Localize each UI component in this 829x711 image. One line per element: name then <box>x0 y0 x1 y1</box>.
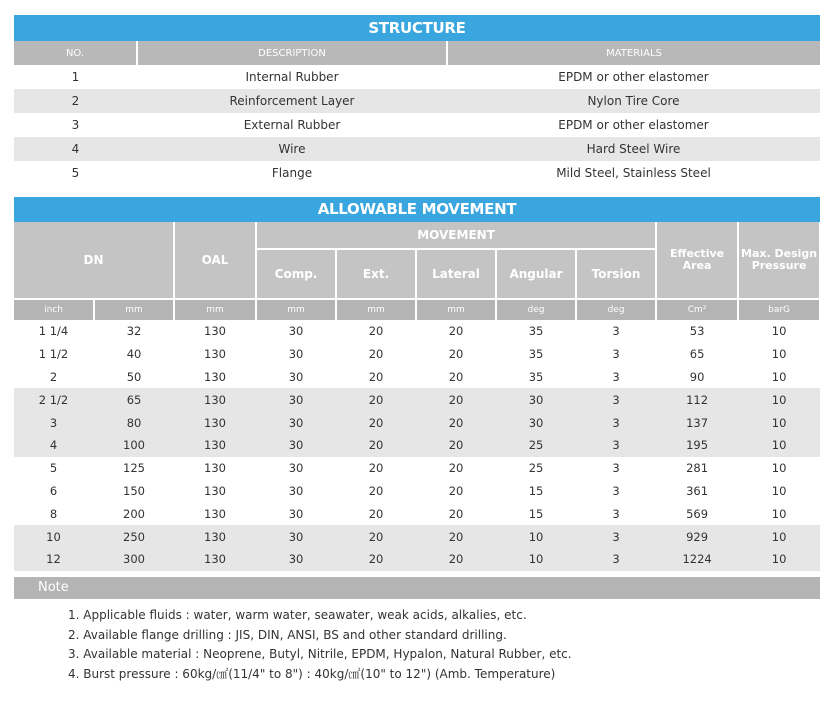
cell-ext: 20 <box>336 434 416 457</box>
cell-angular: 10 <box>496 525 576 548</box>
structure-no: 3 <box>71 118 80 132</box>
movement-table <box>14 222 821 571</box>
cell-lateral: 20 <box>448 506 464 521</box>
unit-label: mm <box>336 299 416 320</box>
cell-comp: 30 <box>288 324 304 339</box>
cell-max-pressure: 10 <box>771 347 787 362</box>
table-row <box>14 137 820 161</box>
cell-lateral: 20 <box>416 411 496 434</box>
unit-label: mm <box>94 299 174 320</box>
cell-torsion: 3 <box>612 347 620 362</box>
cell-angular: 35 <box>528 347 544 362</box>
cell-dn-inch: 2 <box>49 369 58 384</box>
table-row <box>14 548 820 571</box>
cell-dn-mm: 300 <box>94 548 174 571</box>
cell-dn-inch: 10 <box>14 525 94 548</box>
cell-oal: 130 <box>174 434 256 457</box>
structure-description: Internal Rubber <box>245 70 339 84</box>
cell-lateral: 20 <box>448 347 464 362</box>
cell-comp: 30 <box>288 483 304 498</box>
structure-no: 1 <box>71 70 80 84</box>
cell-oal: 130 <box>174 548 256 571</box>
cell-dn-inch: 1 1/4 <box>38 324 69 339</box>
cell-oal: 130 <box>204 369 226 384</box>
unit-label: barG <box>738 299 820 320</box>
cell-angular: 10 <box>496 548 576 571</box>
cell-max-pressure: 10 <box>738 525 820 548</box>
cell-oal: 130 <box>174 525 256 548</box>
header-ext: Ext. <box>336 249 416 299</box>
cell-dn-mm: 100 <box>94 434 174 457</box>
table-row <box>14 480 820 503</box>
note-item: 1. Applicable fluids : water, warm water, seawater, weak acids, alkalies, etc. <box>68 608 527 622</box>
cell-comp: 30 <box>288 347 304 362</box>
unit-label: mm <box>174 299 256 320</box>
structure-no: 2 <box>14 89 137 113</box>
cell-dn-mm: 32 <box>126 324 142 339</box>
cell-torsion: 3 <box>576 411 656 434</box>
structure-title: STRUCTURE <box>14 15 820 41</box>
cell-max-pressure: 10 <box>771 369 787 384</box>
cell-dn-inch: 2 1/2 <box>14 388 94 411</box>
cell-angular: 35 <box>528 324 544 339</box>
cell-angular: 25 <box>496 434 576 457</box>
header-oal: OAL <box>174 222 256 299</box>
cell-effective-area: 281 <box>686 461 709 476</box>
cell-ext: 20 <box>336 525 416 548</box>
cell-lateral: 20 <box>416 525 496 548</box>
structure-header-no: NO. <box>14 41 137 65</box>
cell-comp: 30 <box>288 506 304 521</box>
structure-header-description: DESCRIPTION <box>137 41 447 65</box>
structure-no: 5 <box>71 166 80 180</box>
cell-effective-area: 137 <box>656 411 738 434</box>
cell-angular: 30 <box>496 388 576 411</box>
cell-dn-inch: 4 <box>14 434 94 457</box>
cell-lateral: 20 <box>448 324 464 339</box>
structure-description: Flange <box>271 166 313 180</box>
cell-torsion: 3 <box>576 525 656 548</box>
cell-dn-mm: 80 <box>94 411 174 434</box>
unit-label: inch <box>14 299 94 320</box>
cell-dn-mm: 50 <box>126 369 142 384</box>
header-torsion: Torsion <box>576 249 656 299</box>
note-item: 3. Available material : Neoprene, Butyl, Nitrile, EPDM, Hypalon, Natural Rubber, etc. <box>68 647 572 661</box>
cell-lateral: 20 <box>416 548 496 571</box>
cell-oal: 130 <box>204 483 226 498</box>
structure-material: Mild Steel, Stainless Steel <box>556 166 711 180</box>
note-list <box>68 606 808 684</box>
cell-ext: 20 <box>336 548 416 571</box>
cell-angular: 25 <box>528 461 544 476</box>
table-row <box>14 65 820 89</box>
cell-comp: 30 <box>288 369 304 384</box>
cell-torsion: 3 <box>612 506 620 521</box>
cell-dn-mm: 150 <box>123 483 145 498</box>
cell-effective-area: 112 <box>656 388 738 411</box>
header-dn: DN <box>14 222 174 299</box>
structure-material: EPDM or other elastomer <box>558 70 709 84</box>
header-angular: Angular <box>496 249 576 299</box>
cell-oal: 130 <box>204 324 226 339</box>
structure-header-row <box>14 41 820 65</box>
structure-material: EPDM or other elastomer <box>558 118 709 132</box>
cell-ext: 20 <box>336 411 416 434</box>
cell-oal: 130 <box>174 388 256 411</box>
cell-oal: 130 <box>174 411 256 434</box>
header-lateral: Lateral <box>416 249 496 299</box>
movement-title: ALLOWABLE MOVEMENT <box>14 197 820 222</box>
cell-dn-inch: 1 1/2 <box>38 347 69 362</box>
cell-torsion: 3 <box>612 483 620 498</box>
cell-max-pressure: 10 <box>771 483 787 498</box>
cell-max-pressure: 10 <box>771 506 787 521</box>
table-row <box>14 161 820 185</box>
cell-torsion: 3 <box>612 324 620 339</box>
cell-dn-mm: 125 <box>123 461 145 476</box>
movement-header-row <box>14 222 820 249</box>
header-max-pressure: Max. Design Pressure <box>738 222 820 299</box>
table-row <box>14 388 820 411</box>
cell-angular: 15 <box>528 506 544 521</box>
note-item: 4. Burst pressure : 60kg/㎠(11/4" to 8") : 40kg/㎠(10" to 12") (Amb. Temperature) <box>68 666 556 681</box>
cell-dn-mm: 200 <box>123 506 145 521</box>
cell-lateral: 20 <box>448 461 464 476</box>
unit-label: deg <box>576 299 656 320</box>
cell-ext: 20 <box>368 483 384 498</box>
cell-comp: 30 <box>256 548 336 571</box>
cell-ext: 20 <box>336 388 416 411</box>
table-row <box>14 457 820 480</box>
structure-material: Nylon Tire Core <box>447 89 820 113</box>
cell-effective-area: 361 <box>686 483 709 498</box>
cell-angular: 15 <box>528 483 544 498</box>
header-comp: Comp. <box>256 249 336 299</box>
cell-effective-area: 929 <box>656 525 738 548</box>
cell-effective-area: 1224 <box>656 548 738 571</box>
cell-oal: 130 <box>204 506 226 521</box>
cell-comp: 30 <box>288 461 304 476</box>
cell-comp: 30 <box>256 434 336 457</box>
cell-torsion: 3 <box>612 369 620 384</box>
cell-ext: 20 <box>368 461 384 476</box>
cell-torsion: 3 <box>576 388 656 411</box>
unit-label: mm <box>416 299 496 320</box>
cell-lateral: 20 <box>416 388 496 411</box>
structure-no: 4 <box>14 137 137 161</box>
cell-max-pressure: 10 <box>738 388 820 411</box>
structure-description: Wire <box>137 137 447 161</box>
cell-dn-inch: 8 <box>49 506 58 521</box>
movement-units-row <box>14 299 820 320</box>
cell-effective-area: 53 <box>689 324 705 339</box>
unit-label: mm <box>256 299 336 320</box>
cell-comp: 30 <box>256 388 336 411</box>
cell-comp: 30 <box>256 525 336 548</box>
structure-description: External Rubber <box>243 118 341 132</box>
structure-material: Hard Steel Wire <box>447 137 820 161</box>
table-row <box>14 525 820 548</box>
cell-max-pressure: 10 <box>738 411 820 434</box>
cell-oal: 130 <box>204 461 226 476</box>
table-row <box>14 320 820 343</box>
unit-label: Cm² <box>656 299 738 320</box>
cell-angular: 35 <box>528 369 544 384</box>
cell-ext: 20 <box>368 324 384 339</box>
cell-ext: 20 <box>368 369 384 384</box>
cell-ext: 20 <box>368 347 384 362</box>
unit-label: deg <box>496 299 576 320</box>
cell-dn-mm: 65 <box>94 388 174 411</box>
cell-max-pressure: 10 <box>738 548 820 571</box>
table-row <box>14 113 820 137</box>
cell-dn-inch: 12 <box>14 548 94 571</box>
table-row <box>14 411 820 434</box>
cell-max-pressure: 10 <box>738 434 820 457</box>
cell-max-pressure: 10 <box>771 461 787 476</box>
cell-effective-area: 90 <box>689 369 705 384</box>
cell-effective-area: 65 <box>689 347 705 362</box>
table-row <box>14 343 820 366</box>
cell-ext: 20 <box>368 506 384 521</box>
cell-torsion: 3 <box>576 548 656 571</box>
table-row <box>14 89 820 113</box>
cell-effective-area: 569 <box>686 506 709 521</box>
cell-dn-mm: 250 <box>94 525 174 548</box>
note-label: Note <box>14 577 820 599</box>
cell-lateral: 20 <box>416 434 496 457</box>
structure-header-materials: MATERIALS <box>447 41 820 65</box>
cell-angular: 30 <box>496 411 576 434</box>
cell-dn-mm: 40 <box>126 347 142 362</box>
cell-torsion: 3 <box>612 461 620 476</box>
cell-comp: 30 <box>256 411 336 434</box>
cell-dn-inch: 3 <box>14 411 94 434</box>
table-row <box>14 502 820 525</box>
header-movement: MOVEMENT <box>256 222 656 249</box>
structure-description: Reinforcement Layer <box>137 89 447 113</box>
cell-lateral: 20 <box>448 369 464 384</box>
table-row <box>14 434 820 457</box>
cell-max-pressure: 10 <box>771 324 787 339</box>
note-item: 2. Available flange drilling : JIS, DIN, ANSI, BS and other standard drilling. <box>68 627 507 642</box>
cell-dn-inch: 6 <box>49 483 58 498</box>
structure-table <box>14 41 820 185</box>
header-effective-area: Effective Area <box>656 222 738 299</box>
cell-oal: 130 <box>204 347 226 362</box>
cell-effective-area: 195 <box>656 434 738 457</box>
table-row <box>14 366 820 389</box>
cell-lateral: 20 <box>448 483 464 498</box>
cell-dn-inch: 5 <box>49 461 58 476</box>
cell-torsion: 3 <box>576 434 656 457</box>
